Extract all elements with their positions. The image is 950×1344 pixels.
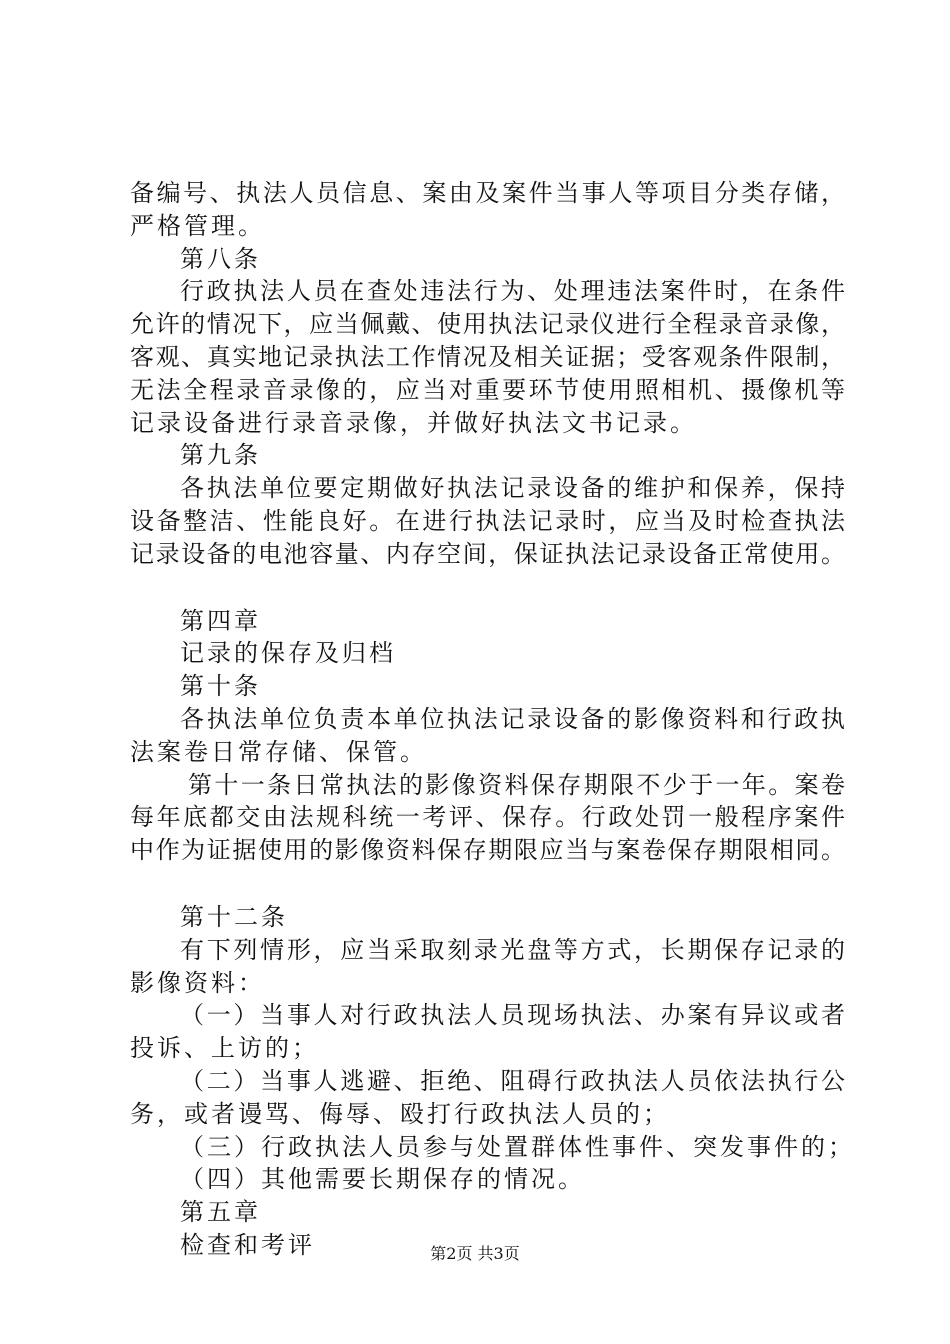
- chapter-heading: 第四章: [180, 606, 261, 635]
- article-heading: 第九条: [180, 441, 261, 470]
- body-line: 各执法单位要定期做好执法记录设备的维护和保养，保持: [180, 474, 845, 503]
- list-item: （三）行政执法人员参与处置群体性事件、突发事件的；: [180, 1132, 855, 1161]
- document-body: [130, 177, 855, 1262]
- body-line: 有下列情形，应当采取刻录光盘等方式，长期保存记录的: [180, 935, 845, 964]
- body-line: 记录设备进行录音录像，并做好执法文书记录。: [130, 408, 697, 437]
- paragraph-gap: [130, 571, 845, 605]
- body-line: 客观、真实地记录执法工作情况及相关证据；受客观条件限制，: [130, 342, 845, 371]
- chapter-heading: 第五章: [180, 1198, 261, 1227]
- body-line: 行政执法人员在查处违法行为、处理违法案件时，在条件: [180, 277, 845, 306]
- list-item-continuation: 务，或者谩骂、侮辱、殴打行政执法人员的；: [130, 1099, 670, 1128]
- list-item: （一）当事人对行政执法人员现场执法、办案有异议或者: [180, 1001, 845, 1030]
- paragraph-gap: [130, 867, 845, 901]
- body-line: 记录设备的电池容量、内存空间，保证执法记录设备正常使用。: [130, 539, 845, 568]
- body-line: 设备整洁、性能良好。在进行执法记录时，应当及时检查执法: [130, 506, 845, 535]
- body-line: 备编号、执法人员信息、案由及案件当事人等项目分类存储，: [130, 179, 845, 207]
- list-item: （四）其他需要长期保存的情况。: [180, 1165, 585, 1194]
- body-line: 无法全程录音录像的，应当对重要环节使用照相机、摄像机等: [130, 375, 845, 404]
- body-line: 允许的情况下，应当佩戴、使用执法记录仪进行全程录音录像，: [130, 310, 845, 339]
- chapter-title: 检查和考评: [180, 1230, 315, 1259]
- page-footer: 第2页 共3页: [430, 1244, 520, 1263]
- chapter-title: 记录的保存及归档: [180, 639, 396, 668]
- list-item-continuation: 投诉、上访的；: [130, 1034, 319, 1063]
- body-line: 每年底都交由法规科统一考评、保存。行政处罚一般程序案件: [130, 803, 845, 832]
- list-item: （二）当事人逃避、拒绝、阻碍行政执法人员依法执行公: [180, 1066, 845, 1095]
- body-line: 影像资料：: [130, 968, 265, 997]
- body-line: 中作为证据使用的影像资料保存期限应当与案卷保存期限相同。: [130, 836, 845, 865]
- body-line: 第十一条日常执法的影像资料保存期限不少于一年。案卷: [188, 770, 845, 799]
- body-line: 各执法单位负责本单位执法记录设备的影像资料和行政执: [180, 704, 845, 733]
- article-heading: 第八条: [180, 244, 261, 273]
- body-line: 严格管理。: [130, 211, 265, 240]
- body-line: 法案卷日常存储、保管。: [130, 737, 427, 766]
- article-heading: 第十条: [180, 672, 261, 701]
- article-heading: 第十二条: [180, 902, 288, 931]
